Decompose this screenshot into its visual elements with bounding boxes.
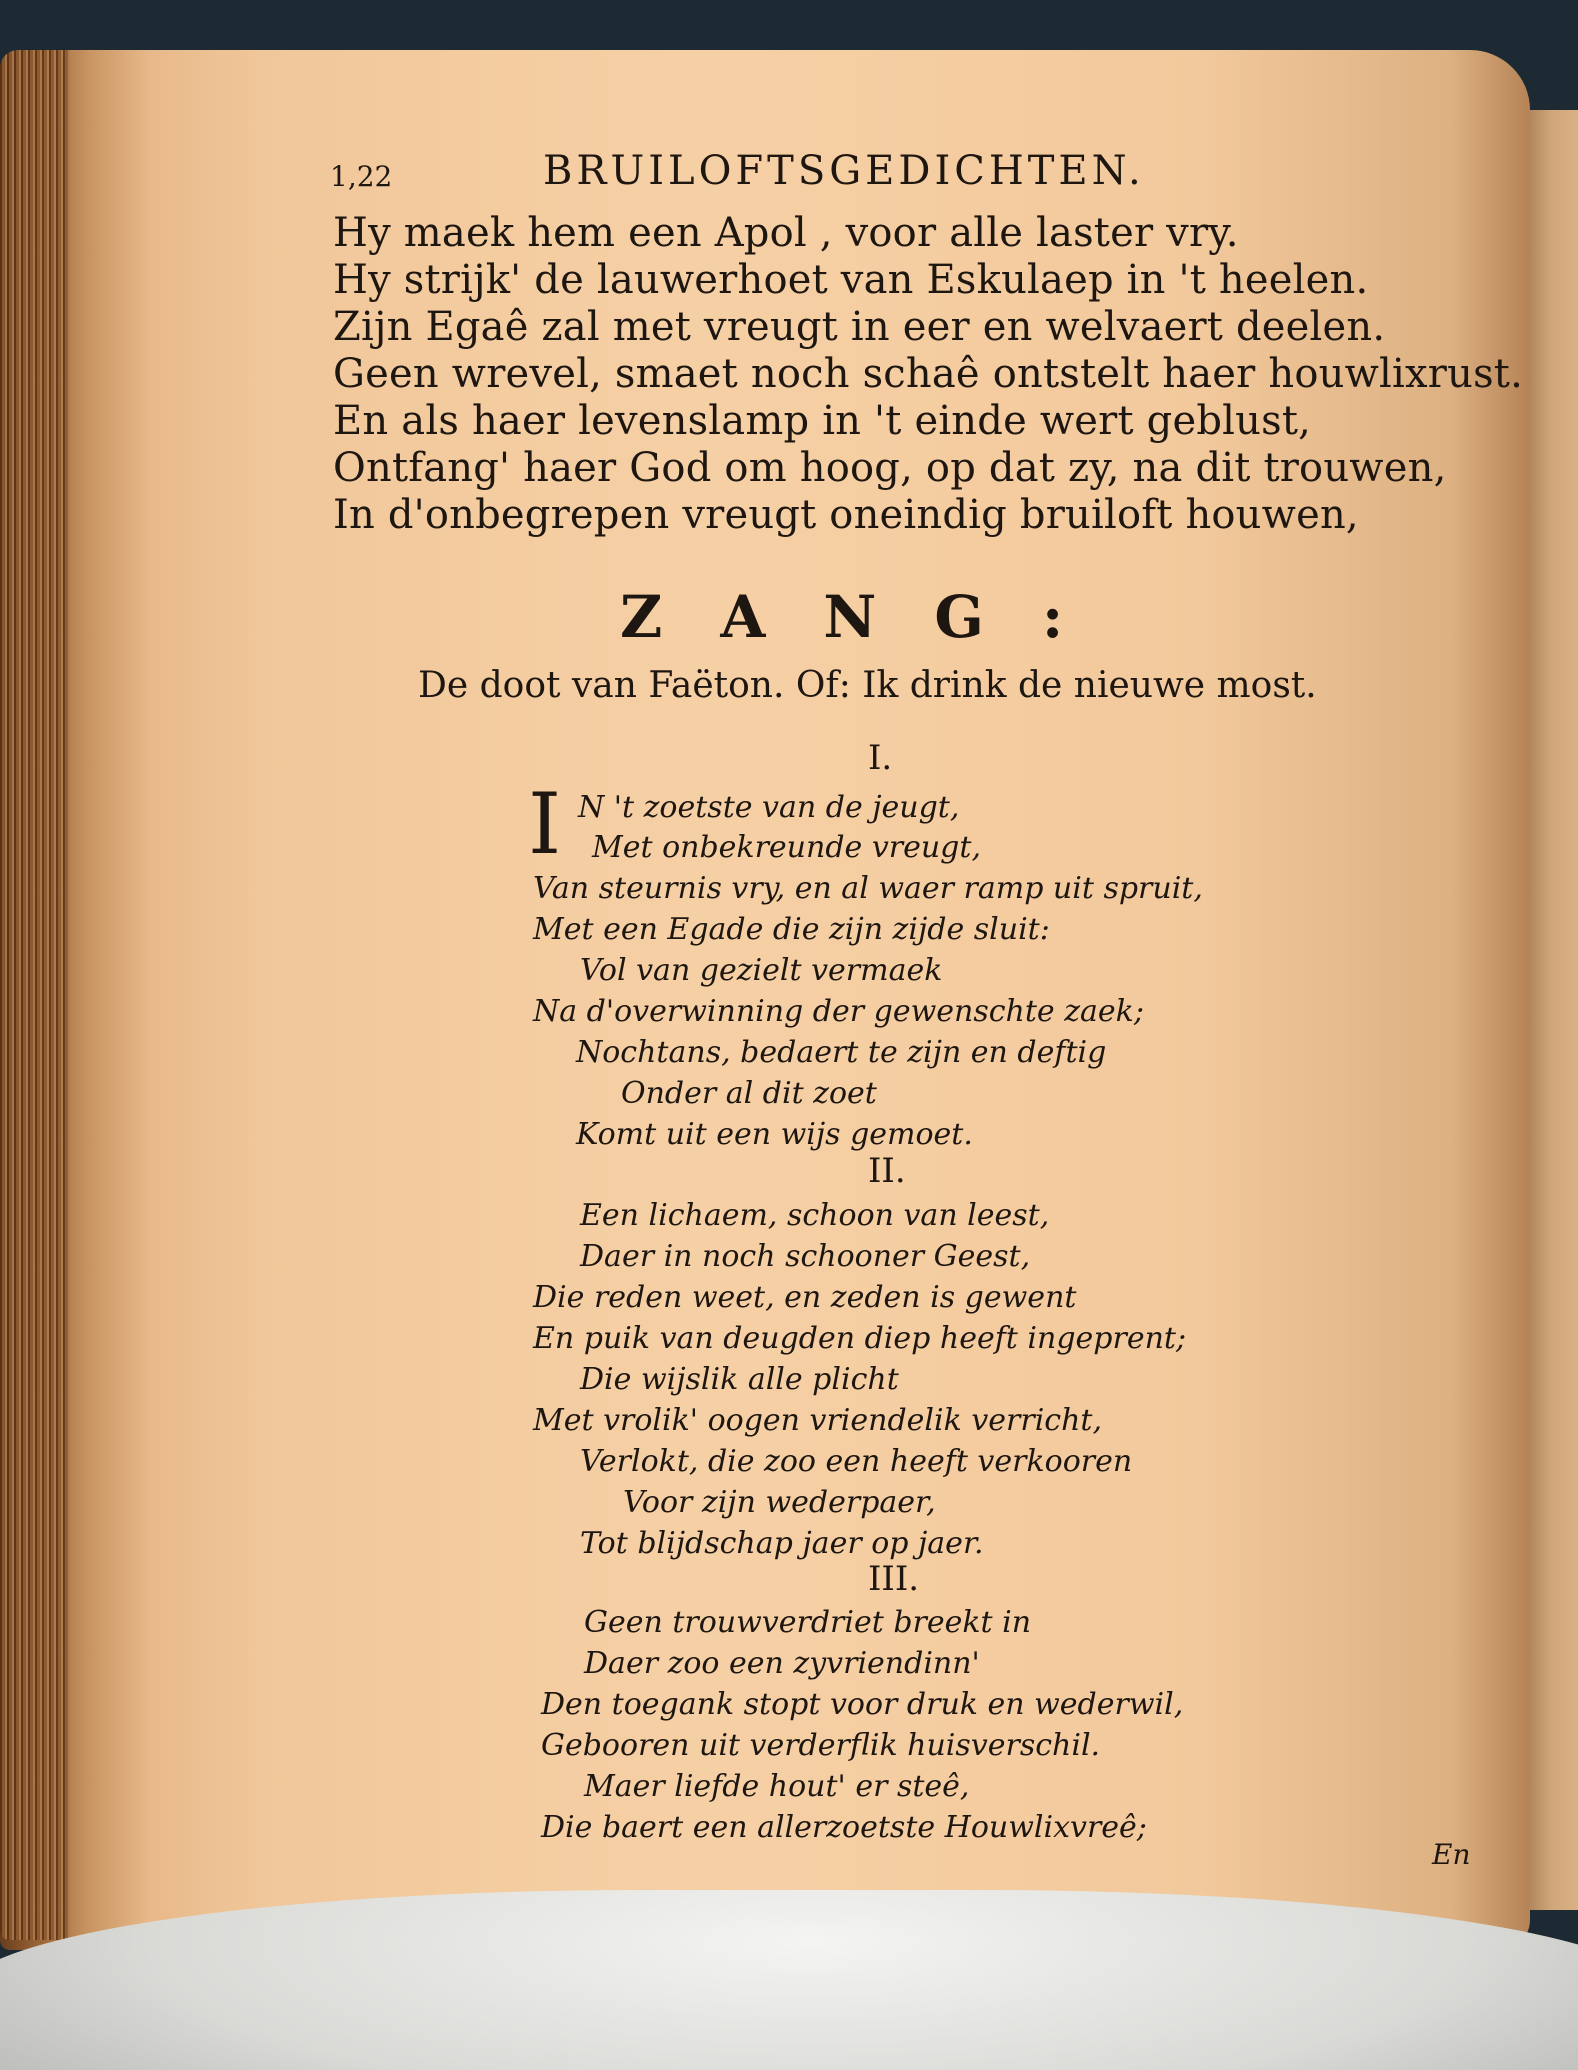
song-title: ZANG: [620, 583, 1122, 651]
stanza-line: Maer liefde hout' er steê, [584, 1769, 970, 1804]
stanza-line: Verlokt, die zoo een heeft verkooren [580, 1444, 1133, 1479]
stanza-line: Komt uit een wijs gemoet. [576, 1117, 973, 1152]
poem-line: Hy strijk' de lauwerhoet van Eskulaep in 't heelen. [333, 257, 1369, 303]
poem-line: Geen wrevel, smaet noch schaê ontstelt haer houwlixrust. [333, 351, 1523, 397]
poem-line: Zijn Egaê zal met vreugt in eer en welvaert deelen. [333, 304, 1386, 350]
stanza-line: Die wijslik alle plicht [580, 1362, 899, 1397]
poem-line: Ontfang' haer God om hoog, op dat zy, na dit trouwen, [333, 445, 1447, 491]
stanza-numeral: III. [868, 1559, 920, 1599]
stanza-line: Met onbekreunde vreugt, [592, 830, 981, 865]
page-number: 1,22 [330, 160, 393, 193]
stanza-line: Tot blijdschap jaer op jaer. [580, 1526, 984, 1561]
poem-line: Hy maek hem een Apol , voor alle laster vry. [333, 210, 1239, 256]
stanza-line: Voor zijn wederpaer, [623, 1485, 936, 1520]
stanza-line: Een lichaem, schoon van leest, [580, 1198, 1050, 1233]
running-head: BRUILOFTSGEDICHTEN. [543, 148, 1145, 194]
poem-line: En als haer levenslamp in 't einde wert geblust, [333, 398, 1312, 444]
stanza-line: Den toegank stopt voor druk en wederwil, [541, 1687, 1184, 1722]
stanza-line: Met vrolik' oogen vriendelik verricht, [533, 1403, 1103, 1438]
stanza-line: N 't zoetste van de jeugt, [578, 790, 960, 825]
stanza-numeral: II. [868, 1151, 906, 1191]
stanza-line: En puik van deugden diep heeft ingeprent; [533, 1321, 1187, 1356]
song-subtitle: De doot van Faëton. Of: Ik drink de nieuwe most. [418, 665, 1317, 706]
stanza-line: Gebooren uit verderflik huisverschil. [541, 1728, 1101, 1763]
stanza-line: Onder al dit zoet [621, 1076, 877, 1111]
catchword: En [1432, 1838, 1471, 1871]
drop-cap: I [528, 775, 562, 873]
stanza-line: Na d'overwinning der gewenschte zaek; [533, 994, 1144, 1029]
poem-line: In d'onbegrepen vreugt oneindig bruiloft houwen, [333, 492, 1359, 538]
stanza-line: Die reden weet, en zeden is gewent [533, 1280, 1077, 1315]
stanza-line: Nochtans, bedaert te zijn en deftig [576, 1035, 1107, 1070]
stanza-line: Vol van gezielt vermaek [580, 953, 943, 988]
stanza-line: Die baert een allerzoetste Houwlixvreê; [541, 1810, 1147, 1845]
stanza-line: Van steurnis vry, en al waer ramp uit spruit, [533, 871, 1203, 906]
stanza-line: Met een Egade die zijn zijde sluit: [533, 912, 1050, 947]
stanza-line: Daer in noch schooner Geest, [580, 1239, 1031, 1274]
stanza-line: Geen trouwverdriet breekt in [584, 1605, 1032, 1640]
stanza-numeral: I. [868, 738, 893, 778]
stanza-line: Daer zoo een zyvriendinn' [584, 1646, 980, 1681]
